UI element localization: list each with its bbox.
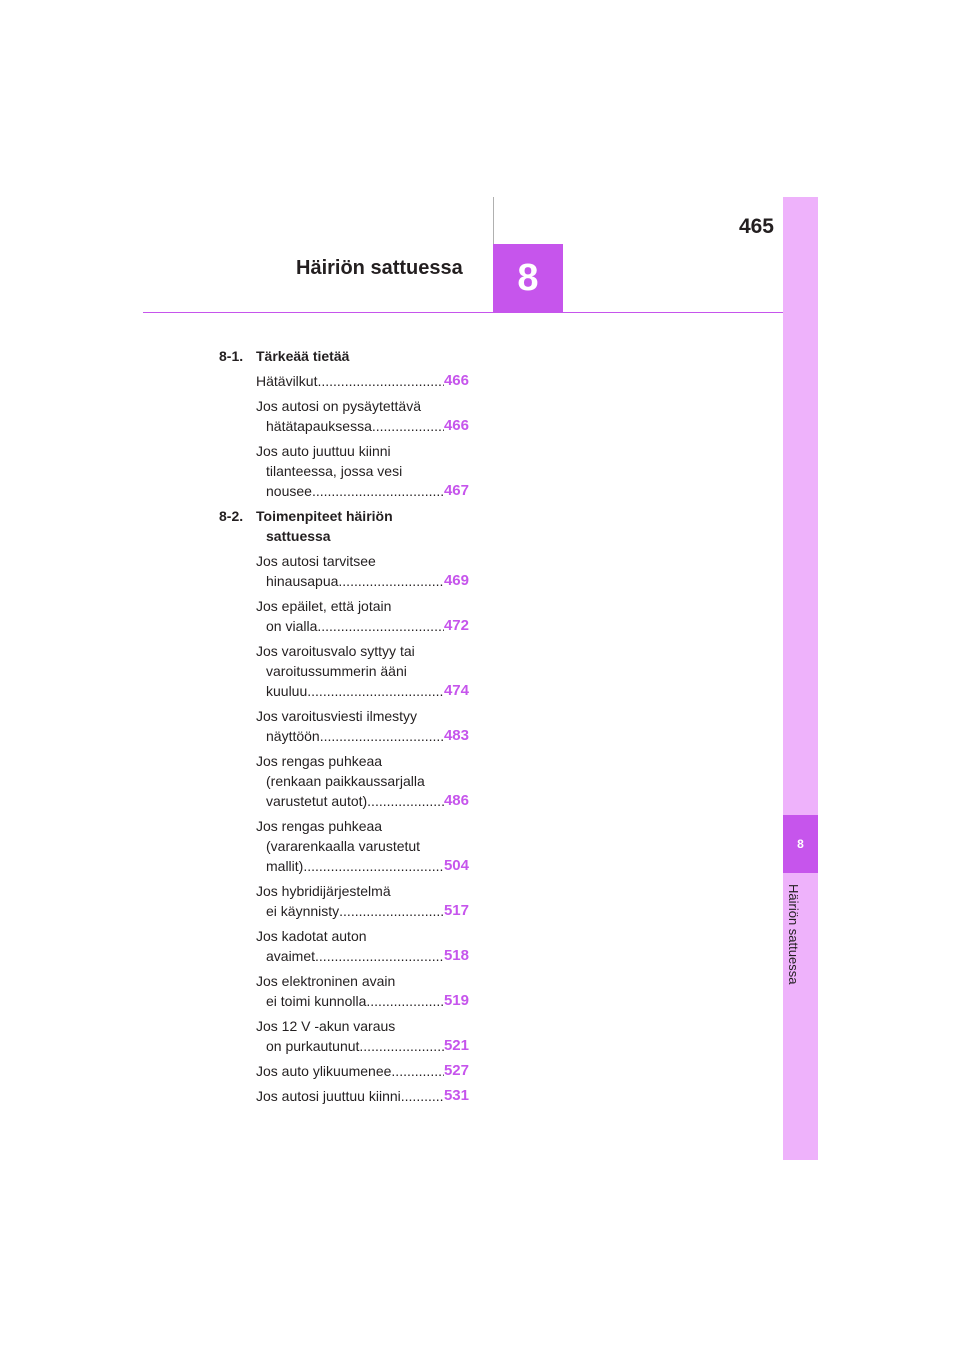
- toc-section-title: Tärkeää tietää: [256, 348, 350, 364]
- toc-entry-text: on purkautunut: [266, 1038, 360, 1054]
- toc-entry-last-line: [256, 856, 469, 876]
- toc-entry-text: Jos varoitusviesti ilmestyy: [256, 708, 418, 724]
- toc-entry-last-line: [256, 571, 469, 591]
- toc-entry-text: Jos autosi on pysäytettävä: [256, 398, 421, 414]
- toc-dot-leader: [303, 856, 444, 876]
- toc-entry-last-line: [256, 991, 469, 1011]
- table-of-contents: [219, 346, 469, 1111]
- toc-section-title: sattuessa: [266, 528, 331, 544]
- toc-entry-text: varustetut autot): [266, 793, 368, 809]
- toc-page-link[interactable]: 467: [443, 482, 469, 499]
- toc-entry-last-line: [256, 791, 469, 811]
- toc-dot-leader: [315, 946, 444, 966]
- toc-entry-last-line: [256, 616, 469, 636]
- header-divider-horizontal: [143, 312, 783, 313]
- toc-entry[interactable]: [219, 926, 469, 966]
- toc-section-title: Toimenpiteet häiriön: [256, 508, 393, 524]
- toc-page-link[interactable]: 474: [443, 682, 469, 699]
- toc-dot-leader: [312, 481, 444, 501]
- toc-page-link[interactable]: 517: [443, 902, 469, 919]
- toc-section-heading: [219, 346, 469, 366]
- toc-entry-text: Jos elektroninen avain: [256, 973, 396, 989]
- toc-page-link[interactable]: 469: [443, 572, 469, 589]
- toc-dot-leader: [359, 1036, 444, 1056]
- toc-entry[interactable]: [219, 751, 469, 811]
- toc-dot-leader: [372, 416, 444, 436]
- toc-dot-leader: [401, 1086, 444, 1106]
- toc-entry[interactable]: [219, 596, 469, 636]
- toc-entry-last-line: [256, 1061, 469, 1081]
- toc-dot-leader: [320, 726, 444, 746]
- toc-entry-text: Jos 12 V -akun varaus: [256, 1018, 396, 1034]
- toc-dot-leader: [339, 901, 444, 921]
- chapter-title: Häiriön sattuessa: [296, 257, 463, 279]
- toc-section-heading: [219, 506, 469, 546]
- toc-entry-text: ei käynnisty: [266, 903, 340, 919]
- side-strip: [783, 197, 818, 1160]
- toc-page-link[interactable]: 472: [443, 617, 469, 634]
- toc-entry-text: Jos epäilet, että jotain: [256, 598, 392, 614]
- toc-entry[interactable]: [219, 1016, 469, 1056]
- toc-dot-leader: [317, 371, 444, 391]
- toc-entry-text: hinausapua: [266, 573, 339, 589]
- toc-page-link[interactable]: 527: [443, 1062, 469, 1079]
- toc-entry-text: hätätapauksessa: [266, 418, 372, 434]
- toc-dot-leader: [366, 991, 444, 1011]
- toc-entry-text: Jos auto ylikuumenee: [256, 1063, 392, 1079]
- toc-entry-text: kuuluu: [266, 683, 308, 699]
- toc-entry-last-line: [256, 901, 469, 921]
- toc-entry-text: (renkaan paikkaussarjalla: [266, 773, 425, 789]
- toc-entry[interactable]: [219, 816, 469, 876]
- toc-page-link[interactable]: 483: [443, 727, 469, 744]
- toc-entry[interactable]: [219, 1086, 469, 1106]
- side-tab-number[interactable]: 8: [783, 815, 818, 873]
- toc-entry-text: mallit): [266, 858, 304, 874]
- toc-entry-text: Hätävilkut: [256, 373, 318, 389]
- toc-entry-last-line: [256, 481, 469, 501]
- page-number: 465: [738, 215, 774, 238]
- toc-section-number: 8-1.: [219, 348, 244, 364]
- toc-page-link[interactable]: 519: [443, 992, 469, 1009]
- toc-entry-text: nousee: [266, 483, 312, 499]
- toc-dot-leader: [307, 681, 444, 701]
- toc-page-link[interactable]: 531: [443, 1087, 469, 1104]
- toc-page-link[interactable]: 521: [443, 1037, 469, 1054]
- toc-page-link[interactable]: 486: [443, 792, 469, 809]
- toc-entry[interactable]: [219, 971, 469, 1011]
- toc-entry[interactable]: [219, 706, 469, 746]
- toc-dot-leader: [338, 571, 444, 591]
- toc-entry-last-line: [256, 726, 469, 746]
- toc-entry-text: Jos varoitusvalo syttyy tai: [256, 643, 415, 659]
- toc-entry-text: Jos hybridijärjestelmä: [256, 883, 391, 899]
- toc-entry-text: Jos rengas puhkeaa: [256, 753, 383, 769]
- toc-section-number: 8-2.: [219, 508, 244, 524]
- header-divider-vertical: [493, 197, 494, 244]
- toc-entry-last-line: [256, 681, 469, 701]
- toc-dot-leader: [391, 1061, 444, 1081]
- toc-dot-leader: [367, 791, 444, 811]
- toc-entry-text: näyttöön: [266, 728, 320, 744]
- toc-entry-text: on vialla: [266, 618, 318, 634]
- toc-entry[interactable]: [219, 371, 469, 391]
- toc-page-link[interactable]: 466: [443, 372, 469, 389]
- toc-dot-leader: [317, 616, 444, 636]
- toc-entry-text: tilanteessa, jossa vesi: [266, 463, 403, 479]
- toc-entry-text: Jos kadotat auton: [256, 928, 367, 944]
- toc-page-link[interactable]: 504: [443, 857, 469, 874]
- toc-entry-text: ei toimi kunnolla: [266, 993, 367, 1009]
- toc-entry[interactable]: [219, 1061, 469, 1081]
- toc-entry-last-line: [256, 371, 469, 391]
- toc-entry[interactable]: [219, 441, 469, 501]
- toc-entry-last-line: [256, 416, 469, 436]
- toc-entry-text: Jos rengas puhkeaa: [256, 818, 383, 834]
- toc-page-link[interactable]: 466: [443, 417, 469, 434]
- side-tab-label: Häiriön sattuessa: [786, 884, 801, 985]
- toc-entry-text: Jos autosi juuttuu kiinni: [256, 1088, 401, 1104]
- toc-page-link[interactable]: 518: [443, 947, 469, 964]
- toc-entry-last-line: [256, 1036, 469, 1056]
- toc-entry[interactable]: [219, 641, 469, 701]
- toc-entry[interactable]: [219, 396, 469, 436]
- toc-entry[interactable]: [219, 551, 469, 591]
- toc-entry-text: Jos autosi tarvitsee: [256, 553, 376, 569]
- toc-entry-last-line: [256, 1086, 469, 1106]
- toc-entry-text: varoitussummerin ääni: [266, 663, 407, 679]
- toc-entry[interactable]: [219, 881, 469, 921]
- toc-entry-text: Jos auto juuttuu kiinni: [256, 443, 391, 459]
- toc-entry-text: avaimet: [266, 948, 316, 964]
- toc-entry-text: (vararenkaalla varustetut: [266, 838, 421, 854]
- chapter-number-box: 8: [493, 244, 563, 313]
- toc-entry-last-line: [256, 946, 469, 966]
